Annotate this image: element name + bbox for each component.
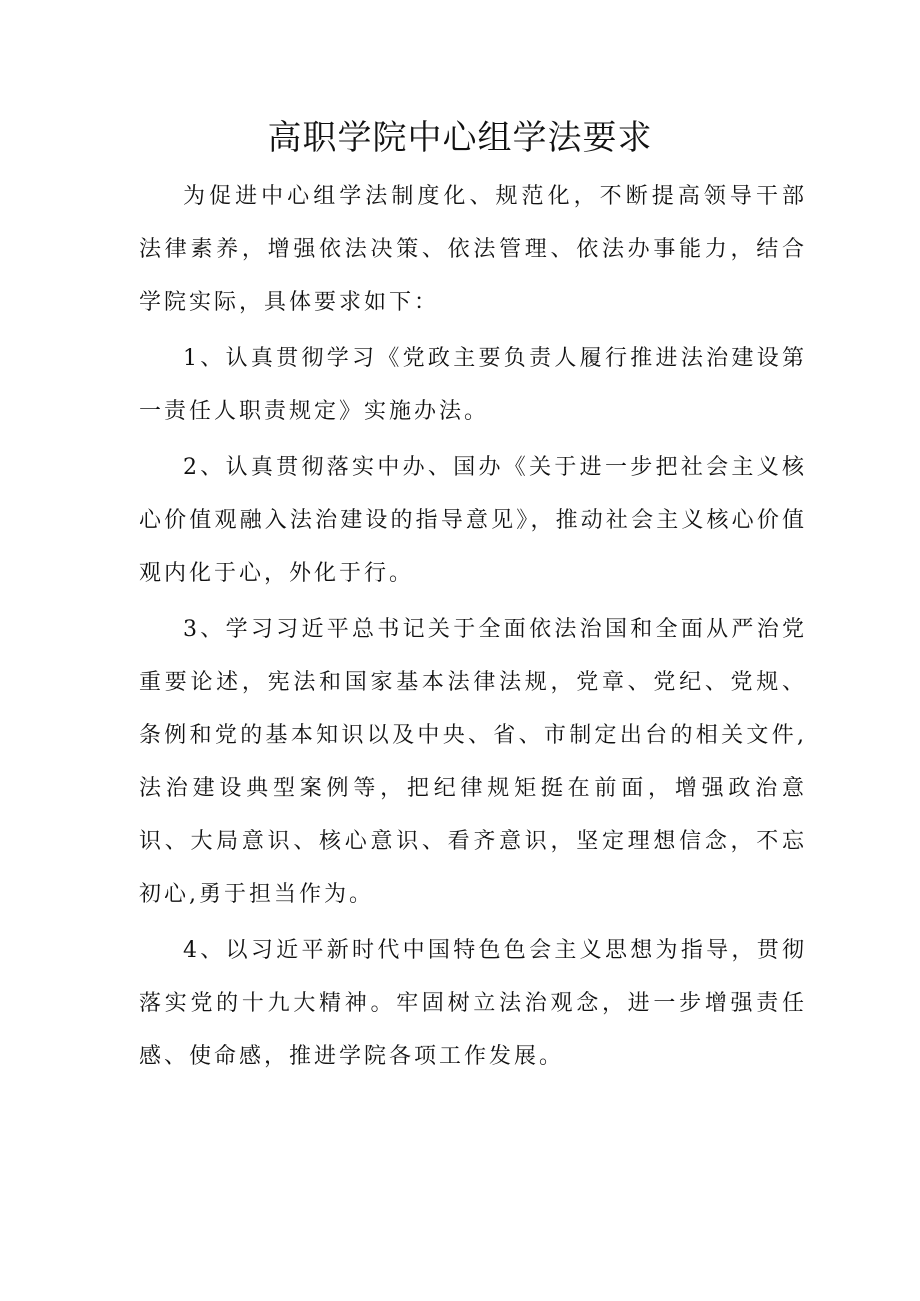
requirement-2-paragraph: 2、认真贯彻落实中办、国办《关于进一步把社会主义核心价值观融入法治建设的指导意见》，推动社会主义核心价值观内化于心，外化于行。 (139, 455, 807, 586)
document-body (139, 170, 807, 1083)
requirement-1-paragraph: 1、认真贯彻学习《党政主要负责人履行推进法治建设第一责任人职责规定》实施办法。 (139, 346, 807, 424)
requirement-4-paragraph: 4、以习近平新时代中国特色色会主义思想为指导，贯彻落实党的十九大精神。牢固树立法治观念，进一步增强责任感、使命感，推进学院各项工作发展。 (139, 938, 807, 1069)
intro-paragraph: 为促进中心组学法制度化、规范化，不断提高领导干部法律素养，增强依法决策、依法管理、依法办事能力，结合学院实际，具体要求如下： (139, 184, 807, 315)
document-title: 高职学院中心组学法要求 (267, 118, 653, 158)
requirement-3-paragraph: 3、学习习近平总书记关于全面依法治国和全面从严治党重要论述，宪法和国家基本法律法规，党章、党纪、党规、条例和党的基本知识以及中央、省、市制定出台的相关文件,法治建设典型案例等，把纪律规矩挺在前面，增强政治意识、大局意识、核心意识、看齐意识，坚定理想信念，不忘初心,勇于担当作为。 (139, 617, 807, 907)
